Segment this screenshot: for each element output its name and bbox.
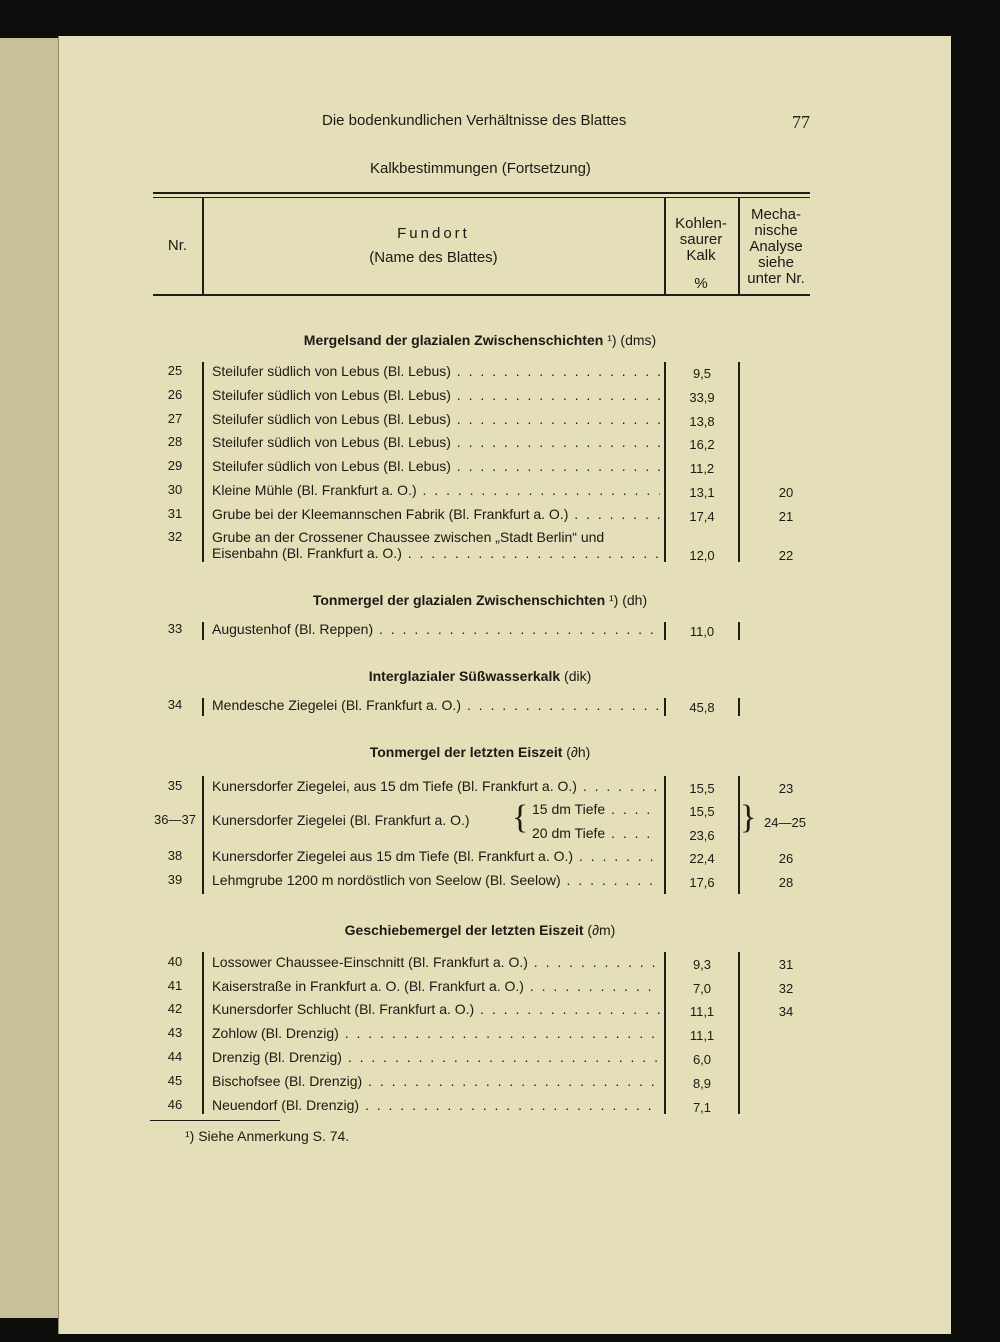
column-header-analyse: Mecha- nische Analyse siehe unter Nr. [747, 206, 805, 287]
section1-divider-1 [202, 362, 204, 562]
section5-divider-3 [738, 952, 740, 1114]
section2-divider-1 [202, 622, 204, 640]
section-title-mergelsand: Mergelsand der glazialen Zwischenschichten ¹) (dms) [303, 332, 657, 348]
section-title-tonmergel-glazial: Tonmergel der glazialen Zwischenschichten ¹) (dh) [312, 592, 648, 608]
table-top-rule [153, 192, 810, 194]
section-title-geschiebemergel: Geschiebemergel der letzten Eiszeit (∂m) [344, 922, 616, 938]
section2-divider-2 [664, 622, 666, 640]
table-top-rule-thin [153, 197, 810, 198]
header-divider-1 [202, 198, 204, 294]
section3-divider-1 [202, 698, 204, 716]
section2-divider-3 [738, 622, 740, 640]
section3-divider-2 [664, 698, 666, 716]
table-header-bottom-rule [153, 294, 810, 296]
footnote-rule [150, 1120, 280, 1121]
page-number: 77 [792, 112, 810, 132]
column-header-kalk: Kohlen- saurer Kalk % [675, 215, 727, 292]
section-title-suesswasserkalk: Interglazialer Süßwasserkalk (dik) [368, 668, 592, 684]
section-title-tonmergel-eiszeit: Tonmergel der letzten Eiszeit (∂h) [369, 744, 591, 760]
section1-divider-2 [664, 362, 666, 562]
section4-divider-2 [664, 776, 666, 894]
column-header-fundort: Fundort [397, 225, 470, 242]
column-header-nr: Nr. [167, 237, 188, 254]
section3-divider-3 [738, 698, 740, 716]
section4-divider-1 [202, 776, 204, 894]
left-page-edge [0, 38, 61, 1318]
table-title: Kalkbestimmungen (Fortsetzung) [370, 160, 591, 177]
footnote: ¹) Siehe Anmerkung S. 74. [185, 1128, 350, 1144]
brace-icon: { [512, 799, 529, 836]
running-head: Die bodenkundlichen Verhältnisse des Blattes [322, 112, 627, 129]
section5-divider-1 [202, 952, 204, 1114]
section1-divider-3 [738, 362, 740, 562]
section5-divider-2 [664, 952, 666, 1114]
brace-right-icon: } [740, 799, 757, 836]
column-header-fundort-sub: (Name des Blattes) [369, 249, 498, 266]
